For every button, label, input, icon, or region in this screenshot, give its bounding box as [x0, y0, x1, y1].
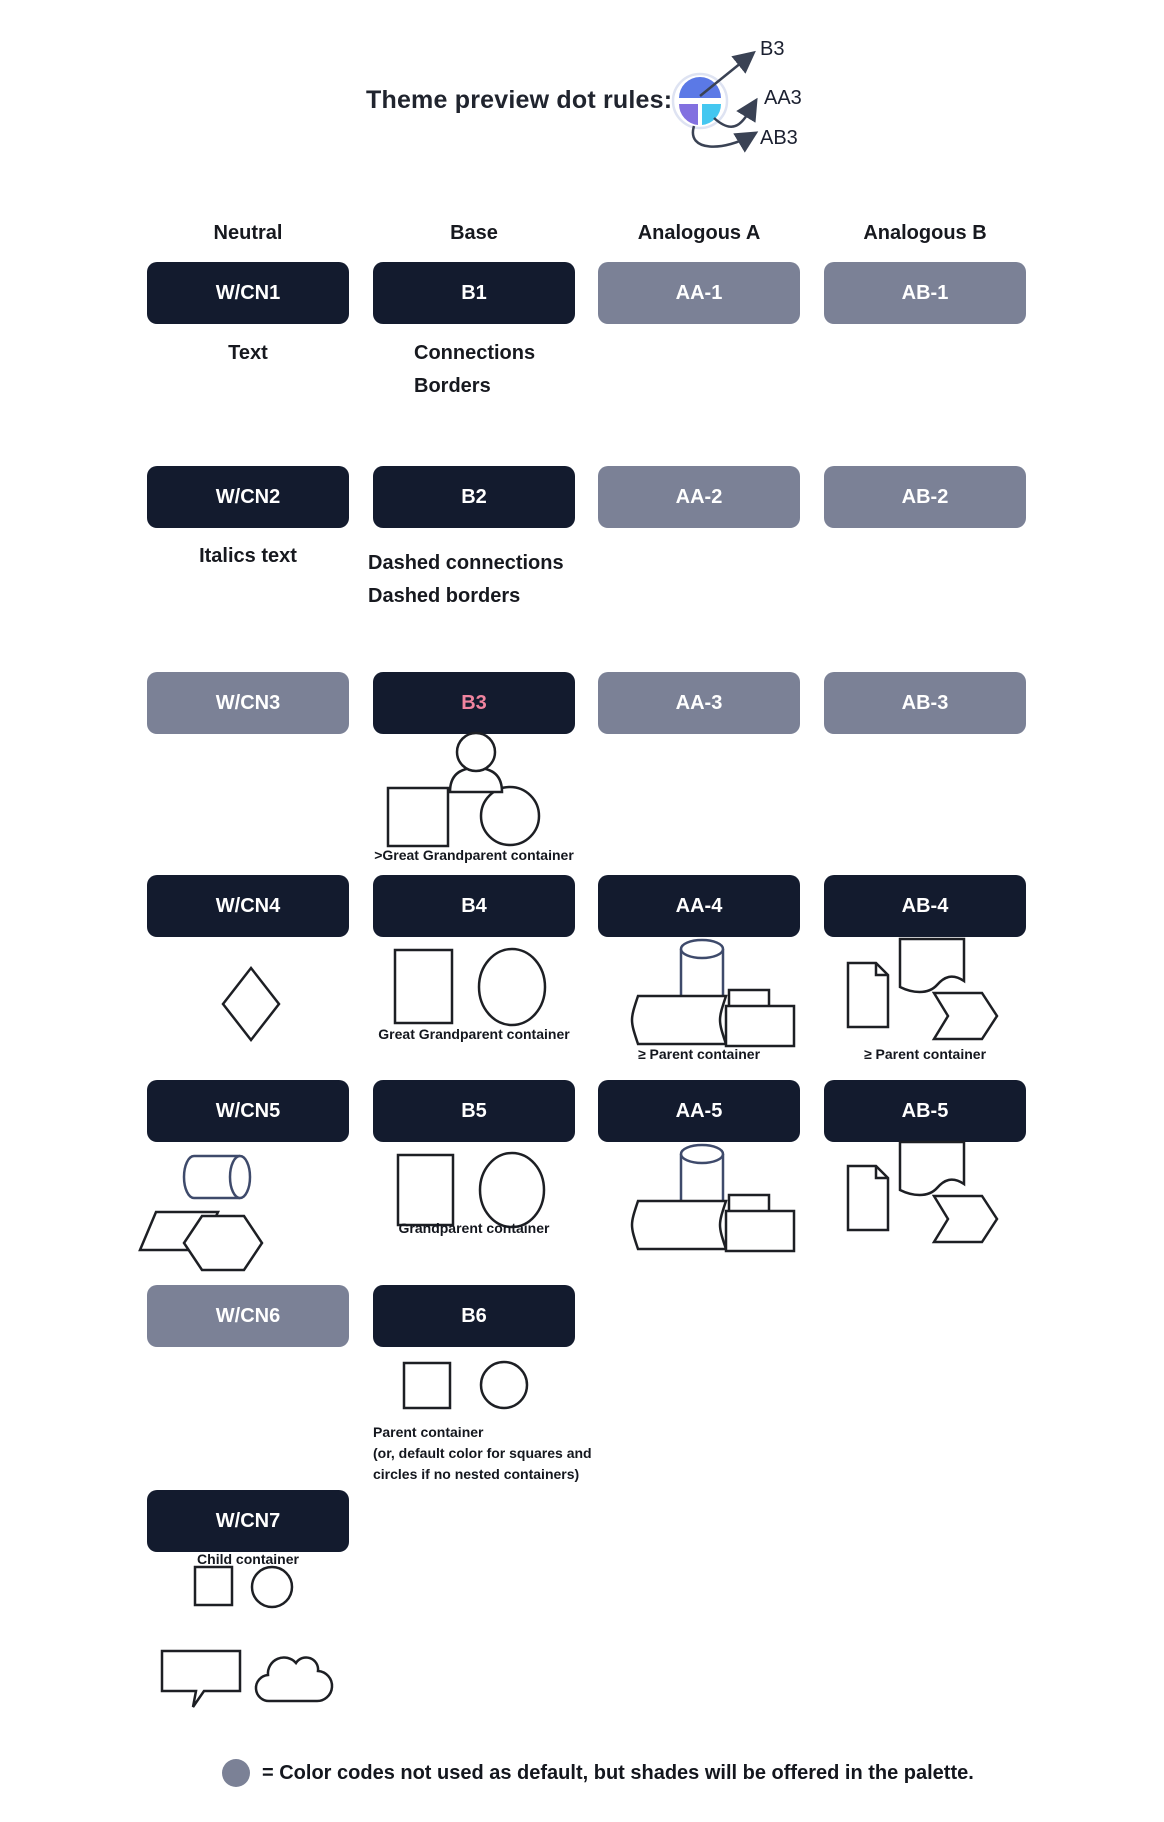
swatch-label: AB-5 [901, 1099, 949, 1122]
swatch-label: AB-3 [901, 691, 949, 714]
swatch-label: W/CN7 [215, 1509, 281, 1532]
caption-grandparent: Grandparent container [398, 1220, 550, 1236]
person-head-shape [457, 733, 495, 771]
wcn4-shape-group [220, 965, 282, 1043]
swatch-aa4 [598, 875, 800, 937]
swatch-wcn4 [147, 875, 349, 937]
aa4-shape-group [628, 938, 798, 1050]
dot-rule-label-b3: B3 [760, 38, 785, 60]
swatch-label: AA-2 [675, 485, 723, 508]
ab5-shape-group [842, 1138, 1012, 1250]
circle-shape [252, 1567, 292, 1607]
square-shape [404, 1363, 450, 1408]
annotation-dashed-connections: Dashed connections [368, 552, 564, 574]
b5-shape-group [390, 1151, 560, 1231]
caption-great-grandparent: Great Grandparent container [378, 1026, 570, 1042]
swatch-ab1 [824, 262, 1026, 324]
swatch-label: AA-5 [675, 1099, 723, 1122]
cloud-shape [256, 1657, 332, 1701]
wave-card-shape [900, 1142, 964, 1195]
swatch-label: AA-4 [675, 894, 723, 917]
caption-gte-parent-b: ≥ Parent container [863, 1046, 987, 1062]
annotation-borders: Borders [414, 375, 491, 397]
swatch-label: AB-4 [901, 894, 949, 917]
square-shape [395, 950, 452, 1023]
hexagon-shape [184, 1216, 262, 1270]
swatch-label: W/CN2 [215, 485, 281, 508]
circle-shape [481, 787, 539, 845]
square-shape [195, 1567, 232, 1605]
swatch-label: B4 [461, 894, 487, 917]
swatch-b6 [373, 1285, 575, 1347]
square-shape [388, 788, 448, 846]
flex-rect-shape [632, 996, 726, 1044]
document-shape [848, 1166, 888, 1230]
column-header-analogous-a: Analogous A [637, 222, 761, 244]
swatch-label-pink: B3 [461, 691, 487, 714]
annotation-italics-text: Italics text [199, 545, 297, 567]
legend-color-dot [222, 1759, 250, 1787]
swatch-b1 [373, 262, 575, 324]
swatch-ab2 [824, 466, 1026, 528]
swatch-aa5 [598, 1080, 800, 1142]
cylinder-top-shape [681, 1145, 723, 1163]
swatch-wcn1 [147, 262, 349, 324]
swatch-label: W/CN3 [215, 691, 281, 714]
wcn7-shape-group-1 [188, 1564, 308, 1610]
swatch-ab5 [824, 1080, 1026, 1142]
swatch-wcn5 [147, 1080, 349, 1142]
swatch-label: W/CN5 [215, 1099, 281, 1122]
diamond-shape [223, 968, 279, 1040]
legend-text: = Color codes not used as default, but shades will be offered in the palette. [262, 1762, 974, 1784]
caption-parent: Parent container [373, 1424, 484, 1440]
cylinder-h-end-shape [230, 1156, 250, 1198]
flex-rect-shape [632, 1201, 726, 1249]
swatch-aa1 [598, 262, 800, 324]
folder-body-shape [726, 1211, 794, 1251]
column-header-neutral: Neutral [213, 222, 283, 244]
caption-gte-parent-a: ≥ Parent container [637, 1046, 761, 1062]
column-header-base: Base [450, 222, 498, 244]
swatch-b2 [373, 466, 575, 528]
dot-rule-label-aa3: AA3 [764, 87, 802, 109]
ellipse-shape [479, 949, 545, 1025]
dot-rule-label-ab3: AB3 [760, 127, 798, 149]
swatch-b4 [373, 875, 575, 937]
swatch-label: AA-3 [675, 691, 723, 714]
swatch-label: AB-1 [901, 281, 949, 304]
chevron-shape [934, 993, 997, 1039]
swatch-wcn7 [147, 1490, 349, 1552]
speech-bubble-shape [162, 1651, 240, 1707]
caption-great-grandparent-arrow: >Great Grandparent container [374, 847, 574, 863]
ab4-shape-group [842, 935, 1012, 1047]
swatch-aa3 [598, 672, 800, 734]
folder-body-shape [726, 1006, 794, 1046]
swatch-ab4 [824, 875, 1026, 937]
swatch-label: B6 [461, 1304, 487, 1327]
swatch-label: B5 [461, 1099, 487, 1122]
caption-child: Child container [197, 1551, 299, 1567]
swatch-wcn2 [147, 466, 349, 528]
caption-parent-note-1: (or, default color for squares and [373, 1445, 592, 1461]
square-shape [398, 1155, 453, 1225]
swatch-ab3 [824, 672, 1026, 734]
annotation-connections: Connections [414, 342, 536, 364]
swatch-label: B1 [461, 281, 487, 304]
swatch-label: W/CN6 [215, 1304, 281, 1327]
annotation-text: Text [228, 342, 268, 364]
swatch-b5 [373, 1080, 575, 1142]
wcn7-shape-group-2 [158, 1643, 338, 1711]
dot-rule-arrows [640, 24, 780, 154]
wave-card-shape [900, 939, 964, 992]
swatch-wcn3 [147, 672, 349, 734]
b6-shape-group [398, 1360, 538, 1412]
swatch-wcn6 [147, 1285, 349, 1347]
caption-parent-note-2: circles if no nested containers) [373, 1466, 580, 1482]
swatch-label: AB-2 [901, 485, 949, 508]
aa5-shape-group [628, 1143, 798, 1255]
swatch-label: W/CN1 [215, 281, 281, 304]
ellipse-shape [480, 1153, 544, 1227]
annotation-dashed-borders: Dashed borders [368, 585, 521, 607]
b3-shape-group [360, 728, 570, 850]
swatch-aa2 [598, 466, 800, 528]
swatch-b3 [373, 672, 575, 734]
b4-shape-group [390, 946, 560, 1028]
page-title: Theme preview dot rules: [366, 86, 673, 114]
swatch-label: B2 [461, 485, 487, 508]
swatch-label: AA-1 [675, 281, 723, 304]
circle-shape [481, 1362, 527, 1408]
chevron-shape [934, 1196, 997, 1242]
wcn5-shape-group [138, 1150, 278, 1275]
column-header-analogous-b: Analogous B [863, 222, 987, 244]
document-shape [848, 963, 888, 1027]
swatch-label: W/CN4 [215, 894, 281, 917]
cylinder-top-shape [681, 940, 723, 958]
